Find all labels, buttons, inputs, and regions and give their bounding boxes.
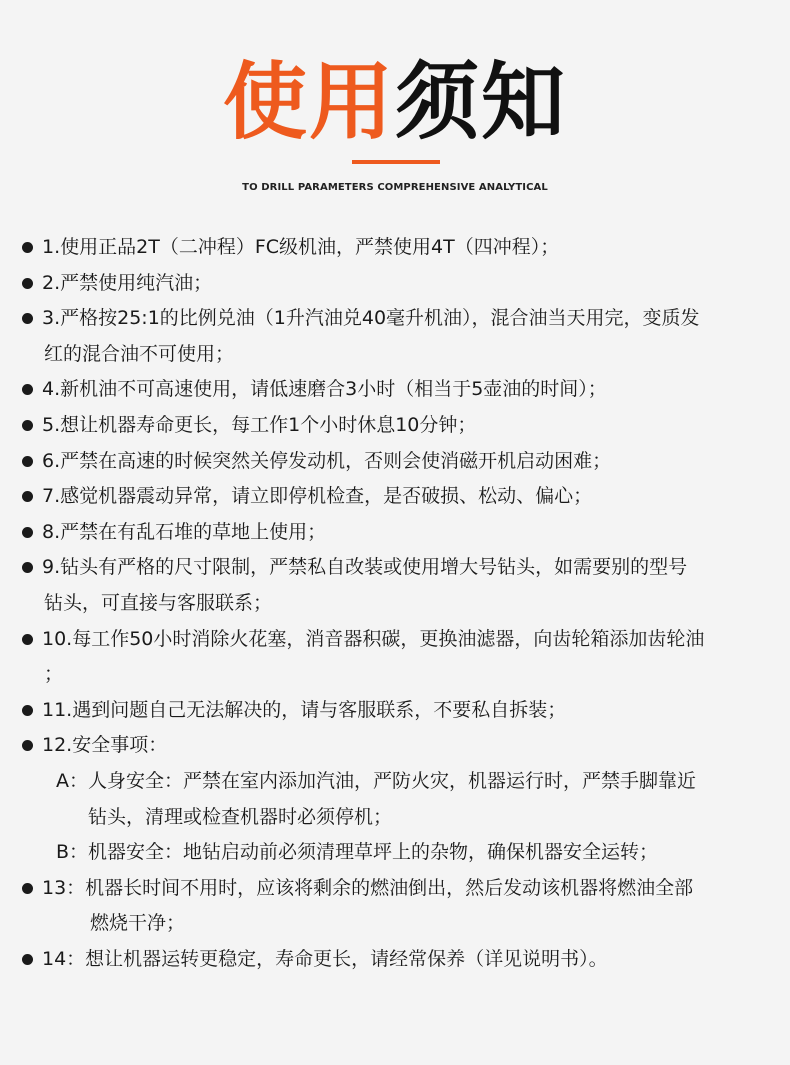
item-text: 10.每工作50小时消除火花塞，消音器积碳，更换油滤器，向齿轮箱添加齿轮油 [42,627,705,650]
bullet-icon [22,313,33,324]
notice-list [22,230,782,977]
item-text-continued: 红的混合油不可使用； [44,342,235,365]
item-text: 6.严禁在高速的时候突然关停发动机，否则会使消磁开机启动困难； [42,449,612,472]
item-text: 9.钻头有严格的尺寸限制，严禁私自改装或使用增大号钻头，如需要别的型号 [42,556,688,579]
sub-item [22,764,782,835]
item-text: 8.严禁在有乱石堆的草地上使用； [42,520,327,543]
bullet-icon [22,705,33,716]
sub-item-text-continued: 钻头，清理或检查机器时必须停机； [88,805,393,828]
list-item [22,266,782,302]
list-item [22,372,782,408]
item-text-continued: ； [44,663,64,686]
item-text: 1.使用正品2T（二冲程）FC级机油，严禁使用4T（四冲程）； [42,236,560,258]
item-text-continued: 燃烧干净； [90,912,186,935]
title-accent: 使用 [222,53,395,151]
list-item [22,550,782,621]
item-text: 4.新机油不可高速使用，请低速磨合3小时（相当于5壶油的时间）； [42,378,607,401]
bullet-icon [22,242,33,253]
list-item [22,230,782,266]
sub-item-text: B：机器安全：地钻启动前必须清理草坪上的杂物，确保机器安全运转； [56,841,659,864]
bullet-icon [22,491,33,502]
item-text: 12.安全事项： [42,734,168,757]
list-item [22,515,782,551]
list-item [22,301,782,372]
item-text: 11.遇到问题自己无法解决的，请与客服联系，不要私自拆装； [42,698,567,721]
item-text: 3.严格按25:1的比例兑油（1升汽油兑40毫升机油），混合油当天用完，变质发 [42,307,700,330]
list-item [22,942,782,978]
item-text: 2.严禁使用纯汽油； [42,271,213,294]
page-title [0,52,790,152]
bullet-icon [22,456,33,467]
list-item [22,408,782,444]
bullet-icon [22,883,33,894]
item-text: 14：想让机器运转更稳定，寿命更长，请经常保养（详见说明书）。 [42,947,608,970]
item-text-continued: 钻头，可直接与客服联系； [44,591,273,614]
list-item [22,444,782,480]
bullet-icon [22,420,33,431]
item-text: 7.感觉机器震动异常，请立即停机检查，是否破损、松动、偏心； [42,485,593,508]
list-item [22,871,782,942]
list-item [22,479,782,515]
bullet-icon [22,278,33,289]
bullet-icon [22,634,33,645]
sub-item-text: A：人身安全：严禁在室内添加汽油，严防火灾，机器运行时，严禁手脚靠近 [56,769,696,792]
list-item [22,693,782,729]
title-divider [352,160,440,164]
bullet-icon [22,384,33,395]
item-text: 13：机器长时间不用时，应该将剩余的燃油倒出，然后发动该机器将燃油全部 [42,876,694,899]
bullet-icon [22,740,33,751]
bullet-icon [22,954,33,965]
sub-item [22,835,782,871]
list-item [22,622,782,693]
list-item [22,728,782,764]
bullet-icon [22,562,33,573]
subtitle: TO DRILL PARAMETERS COMPREHENSIVE ANALYTICAL [242,182,548,193]
item-text: 5.想让机器寿命更长，每工作1个小时休息10分钟； [42,413,477,436]
title-rest: 须知 [395,53,568,151]
bullet-icon [22,527,33,538]
